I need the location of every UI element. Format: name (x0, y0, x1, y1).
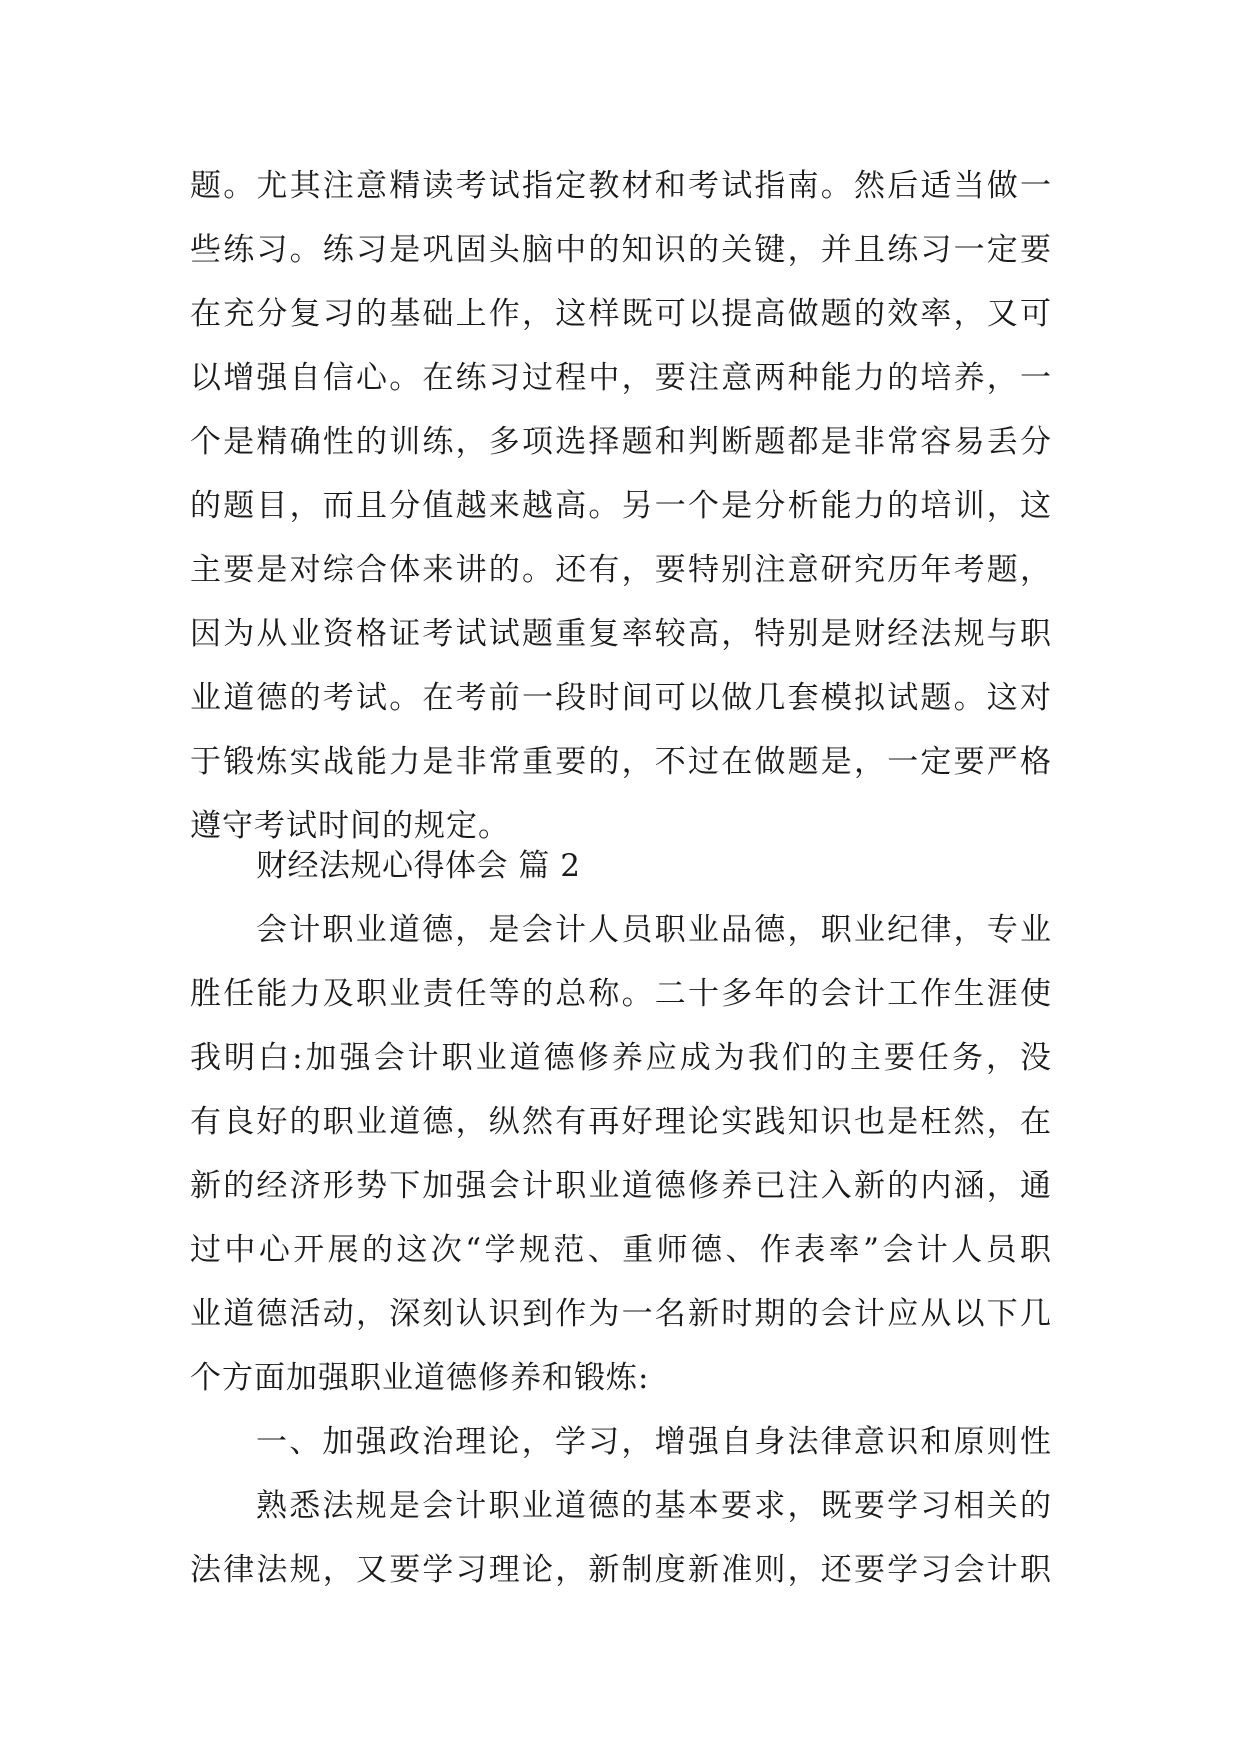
paragraph-continued (190, 154, 1052, 858)
text-line: 在充分复习的基础上作，这样既可以提高做题的效率，又可 (190, 296, 1052, 332)
text-line: 遵守考试时间的规定。 (190, 808, 510, 844)
text-line: 因为从业资格证考试试题重复率较高，特别是财经法规与职 (190, 616, 1052, 652)
text-line: 的题目，而且分值越来越高。另一个是分析能力的培训，这 (190, 488, 1052, 524)
text-line: 有良好的职业道德，纵然有再好理论实践知识也是枉然，在 (190, 1104, 1052, 1140)
text-line: 熟悉法规是会计职业道德的基本要求，既要学习相关的 (256, 1488, 1052, 1524)
text-line: 个方面加强职业道德修养和锻炼: (190, 1360, 650, 1396)
text-line: 些练习。练习是巩固头脑中的知识的关键，并且练习一定要 (190, 232, 1052, 268)
text-line: 以增强自信心。在练习过程中，要注意两种能力的培养，一 (190, 360, 1052, 396)
text-line: 个是精确性的训练，多项选择题和判断题都是非常容易丢分 (190, 424, 1052, 460)
text-line: 过中心开展的这次“学规范、重师德、作表率”会计人员职 (190, 1232, 1052, 1268)
text-line: 题。尤其注意精读考试指定教材和考试指南。然后适当做一 (190, 168, 1052, 204)
text-line: 会计职业道德，是会计人员职业品德，职业纪律，专业 (256, 912, 1052, 948)
text-line: 业道德活动，深刻认识到作为一名新时期的会计应从以下几 (190, 1296, 1052, 1332)
subsection-heading: 一、加强政治理论，学习，增强自身法律意识和原则性 (256, 1424, 1052, 1460)
text-line: 胜任能力及职业责任等的总称。二十多年的会计工作生涯使 (190, 976, 1052, 1012)
text-line: 业道德的考试。在考前一段时间可以做几套模拟试题。这对 (190, 680, 1052, 716)
text-line: 于锻炼实战能力是非常重要的，不过在做题是，一定要严格 (190, 744, 1052, 780)
section-two (190, 834, 1052, 1602)
section-heading: 财经法规心得体会 篇 2 (256, 848, 581, 884)
text-line: 法律法规，又要学习理论，新制度新准则，还要学习会计职 (190, 1552, 1052, 1588)
text-line: 我明白:加强会计职业道德修养应成为我们的主要任务，没 (190, 1040, 1052, 1076)
text-line: 主要是对综合体来讲的。还有，要特别注意研究历年考题， (190, 552, 1052, 588)
text-line: 新的经济形势下加强会计职业道德修养已注入新的内涵，通 (190, 1168, 1052, 1204)
